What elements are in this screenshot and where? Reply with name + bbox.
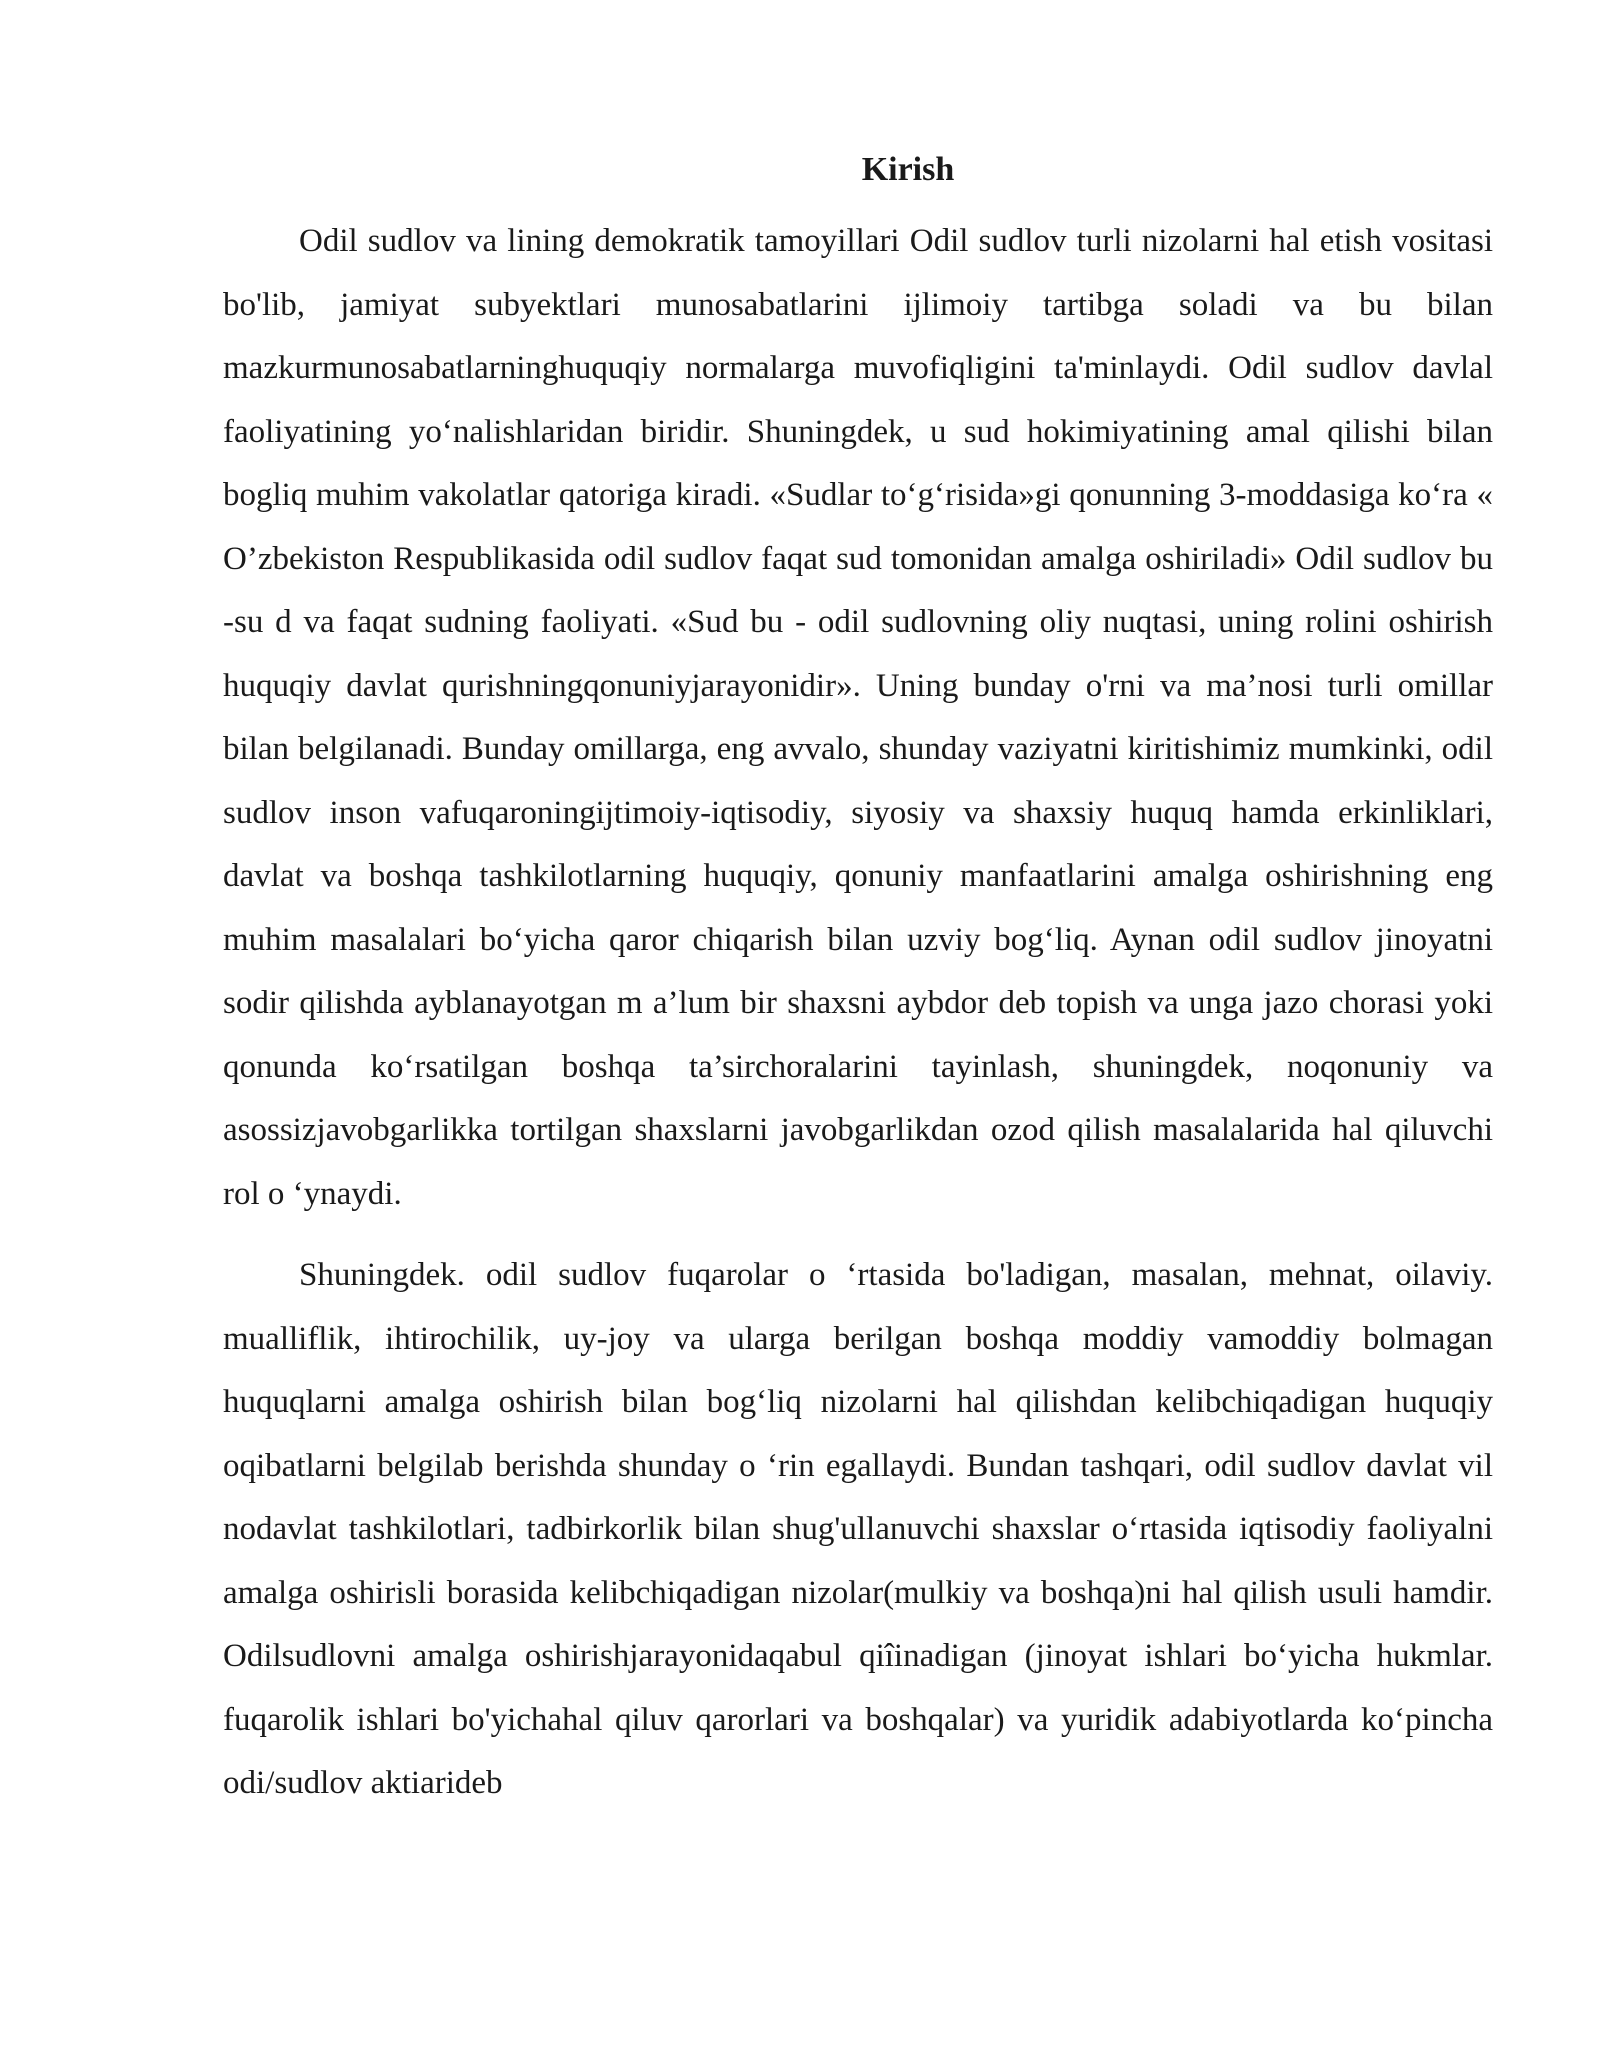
paragraph-2: Shuningdek. odil sudlov fuqarolar o ‘rtasida bo'ladigan, masalan, mehnat, oilaviy. mualliflik, ihtirochilik, uy-joy va ularga berilgan boshqa moddiy vamoddiy bolmagan huquqlarni amalga oshirish bilan bog‘liq nizolarni hal qilishdan kelibchiqadigan huquqiy oqibatlarni belgilab berishda shunday o ‘rin egallaydi. Bundan tashqari, odil sudlov davlat vil nodavlat tashkilotlari, tadbirkorlik bilan shug'ullanuvchi shaxslar o‘rtasida iqtisodiy faoliyalni amalga oshirisli borasida kelibchiqadigan nizolar(mulkiy va boshqa)ni hal qilish usuli hamdir. Odilsudlovni amalga oshirishjarayonidaqabul qiîinadigan (jinoyat ishlari bo‘yicha hukmlar. fuqarolik ishlari bo'yichahal qiluv qarorlari va boshqalar) va yuridik adabiyotlarda ko‘pincha odi/sudlov aktiarideb bbox=[223, 1257, 1493, 1801]
document-body bbox=[223, 148, 1493, 1816]
document-title: Kirish bbox=[861, 151, 955, 188]
paragraph-1: Odil sudlov va lining demokratik tamoyillari Odil sudlov turli nizolarni hal etish vositasi bo'lib, jamiyat subyektlari munosabatlarini ijlimoiy tartibga soladi va bu bilan mazkurmunosabatlarninghuquqiy normalarga muvofiqligini ta'minlaydi. Odil sudlov davlal faoliyatining yo‘nalishlaridan biridir. Shuningdek, u sud hokimiyatining amal qilishi bilan bogliq muhim vakolatlar qatoriga kiradi. «Sudlar to‘g‘risida»gi qonunning 3-moddasiga ko‘ra « O’zbekiston Respublikasida odil sudlov faqat sud tomonidan amalga oshiriladi» Odil sudlov bu -su d va faqat sudning faoliyati. «Sud bu - odil sudlovning oliy nuqtasi, uning rolini oshirish huquqiy davlat qurishningqonuniyjarayonidir». Uning bunday o'rni va ma’nosi turli omillar bilan belgilanadi. Bunday omillarga, eng avvalo, shunday vaziyatni kiritishimiz mumkinki, odil sudlov inson vafuqaroningijtimoiy-iqtisodiy, siyosiy va shaxsiy huquq hamda erkinliklari, davlat va boshqa tashkilotlarning huquqiy, qonuniy manfaatlarini amalga oshirishning eng muhim masalalari bo‘yicha qaror chiqarish bilan uzviy bog‘liq. Aynan odil sudlov jinoyatni sodir qilishda ayblanayotgan m a’lum bir shaxsni aybdor deb topish va unga jazo chorasi yoki qonunda ko‘rsatilgan boshqa ta’sirchoralarini tayinlash, shuningdek, noqonuniy va asossizjavobgarlikka tortilgan shaxslarni javobgarlikdan ozod qilish masalalarida hal qiluvchi rol o ‘ynaydi. bbox=[223, 223, 1493, 1212]
